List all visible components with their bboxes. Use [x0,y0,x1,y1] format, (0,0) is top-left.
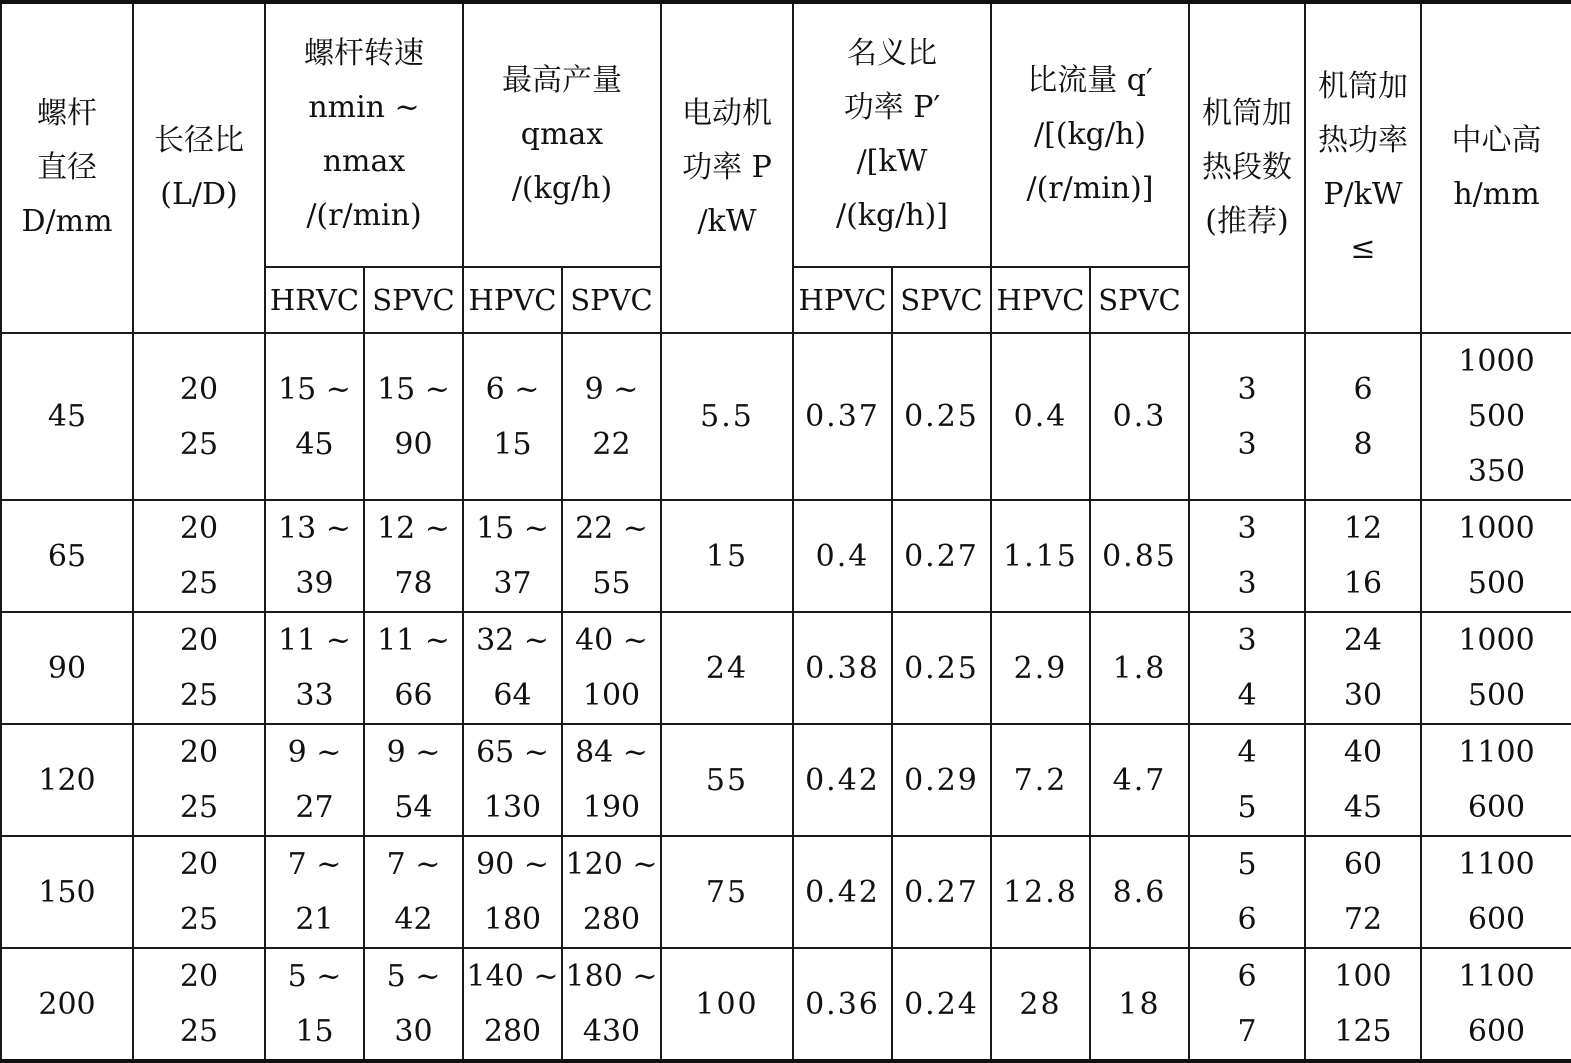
cell-speed-spvc [364,612,463,724]
cell-speed-spvc-line: 12 ~ [377,511,450,546]
cell-heating-zones-line: 5 [1237,847,1257,882]
cell-flow-hpvc: 28 [991,948,1090,1061]
table-row [1,836,1571,948]
cell-heating-power-line: 100 [1334,959,1392,994]
cell-heating-zones [1189,612,1305,724]
cell-heating-zones-line: 3 [1237,511,1257,546]
cell-ld-ratio-line: 20 [179,623,219,658]
cell-heating-power [1305,948,1421,1061]
cell-heating-zones-line: 3 [1237,426,1257,462]
table-row [1,333,1571,500]
cell-ld-ratio-line: 25 [179,902,219,937]
cell-speed-spvc-line: 66 [394,678,433,713]
cell-heating-power [1305,724,1421,836]
cell-speed-hrvc-line: 11 ~ [278,623,351,658]
cell-speed-hrvc-line: 5 ~ [287,959,342,994]
cell-speed-spvc [364,724,463,836]
cell-ld-ratio-line: 25 [179,1014,219,1049]
cell-power-spvc: 0.27 [892,836,991,948]
cell-speed-hrvc-line: 39 [295,566,334,601]
cell-ld-ratio-line: 25 [179,426,219,462]
cell-ld-ratio-line: 20 [179,735,219,770]
header-max-output: 最高产量 qmax /(kg/h) [463,2,661,267]
cell-output-spvc [562,948,661,1061]
cell-speed-spvc-line: 11 ~ [377,623,450,658]
cell-speed-hrvc [265,724,364,836]
cell-heating-zones-line: 7 [1237,1014,1257,1049]
cell-heating-power-line: 16 [1343,566,1383,601]
cell-center-height-line: 1000 [1458,511,1535,546]
cell-heating-power-line: 60 [1343,847,1383,882]
cell-speed-spvc-line: 78 [394,566,433,601]
cell-heating-power-line: 12 [1343,511,1383,546]
cell-center-height-line: 600 [1467,790,1526,825]
cell-center-height-line: 1100 [1458,959,1535,994]
cell-output-spvc-line: 22 [592,426,631,462]
cell-output-spvc [562,724,661,836]
cell-output-hpvc [463,500,562,612]
cell-output-spvc-line: 100 [582,678,641,713]
table-body [1,333,1571,1061]
cell-output-hpvc [463,948,562,1061]
cell-heating-power [1305,500,1421,612]
cell-speed-spvc [364,836,463,948]
cell-output-spvc [562,333,661,500]
cell-heating-zones-line: 4 [1237,678,1257,713]
cell-center-height [1421,612,1571,724]
cell-speed-spvc [364,333,463,500]
cell-flow-hpvc: 2.9 [991,612,1090,724]
cell-speed-hrvc [265,500,364,612]
cell-ld-ratio-line: 25 [179,790,219,825]
cell-flow-spvc: 1.8 [1090,612,1189,724]
cell-output-spvc [562,836,661,948]
cell-speed-hrvc-line: 15 ~ [278,371,351,407]
cell-center-height [1421,333,1571,500]
cell-motor-power: 5.5 [661,333,793,500]
cell-ld-ratio [133,333,265,500]
cell-center-height-line: 350 [1467,454,1526,489]
cell-speed-spvc-line: 42 [394,902,433,937]
cell-center-height-line: 600 [1467,902,1526,937]
cell-ld-ratio [133,500,265,612]
cell-center-height [1421,948,1571,1061]
cell-output-spvc-line: 120 ~ [565,847,658,882]
cell-speed-hrvc-line: 27 [295,790,334,825]
cell-motor-power: 24 [661,612,793,724]
subheader-output-hpvc: HPVC [463,267,562,333]
cell-center-height-line: 500 [1467,399,1526,434]
cell-heating-zones-line: 6 [1237,902,1257,937]
header-ld-ratio: 长径比 (L/D) [133,2,265,333]
cell-output-hpvc-line: 6 ~ [485,371,540,407]
cell-motor-power: 75 [661,836,793,948]
cell-speed-hrvc-line: 33 [295,678,334,713]
cell-speed-hrvc-line: 13 ~ [278,511,351,546]
cell-heating-zones-line: 4 [1237,735,1257,770]
cell-ld-ratio-line: 20 [179,847,219,882]
cell-output-spvc-line: 190 [582,790,641,825]
cell-heating-zones [1189,724,1305,836]
cell-power-hpvc: 0.38 [793,612,892,724]
table-row [1,948,1571,1061]
cell-ld-ratio-line: 20 [179,959,219,994]
cell-speed-spvc [364,500,463,612]
cell-flow-hpvc: 1.15 [991,500,1090,612]
cell-screw-diameter: 90 [1,612,133,724]
cell-speed-hrvc-line: 21 [295,902,334,937]
cell-heating-power [1305,612,1421,724]
cell-flow-hpvc: 7.2 [991,724,1090,836]
cell-power-spvc: 0.25 [892,333,991,500]
cell-output-spvc-line: 9 ~ [584,371,639,407]
cell-flow-spvc: 8.6 [1090,836,1189,948]
cell-speed-hrvc [265,333,364,500]
cell-heating-power [1305,836,1421,948]
cell-speed-spvc-line: 30 [394,1014,433,1049]
cell-speed-hrvc-line: 15 [295,1014,334,1049]
subheader-power-hpvc: HPVC [793,267,892,333]
subheader-output-spvc: SPVC [562,267,661,333]
cell-output-spvc-line: 55 [592,566,631,601]
cell-screw-diameter: 120 [1,724,133,836]
header-center-height: 中心高 h/mm [1421,2,1571,333]
cell-center-height [1421,836,1571,948]
cell-heating-zones-line: 3 [1237,566,1257,601]
cell-speed-spvc [364,948,463,1061]
cell-screw-diameter: 65 [1,500,133,612]
cell-motor-power: 15 [661,500,793,612]
cell-heating-power-line: 6 [1353,371,1373,407]
header-screw-speed: 螺杆转速 nmin ~ nmax /(r/min) [265,2,463,267]
cell-heating-zones-line: 3 [1237,371,1257,407]
cell-heating-zones [1189,948,1305,1061]
cell-flow-spvc: 4.7 [1090,724,1189,836]
cell-flow-spvc: 0.3 [1090,333,1189,500]
cell-ld-ratio-line: 20 [179,511,219,546]
cell-speed-spvc-line: 90 [394,426,433,462]
cell-center-height [1421,500,1571,612]
cell-flow-spvc: 0.85 [1090,500,1189,612]
cell-output-spvc-line: 180 ~ [565,959,658,994]
cell-speed-spvc-line: 7 ~ [386,847,441,882]
cell-heating-zones-line: 3 [1237,623,1257,658]
cell-output-hpvc [463,333,562,500]
cell-output-spvc [562,500,661,612]
cell-output-hpvc-line: 180 [483,902,542,937]
cell-center-height-line: 500 [1467,566,1526,601]
cell-center-height-line: 1100 [1458,847,1535,882]
cell-output-spvc-line: 430 [582,1014,641,1049]
cell-heating-zones [1189,500,1305,612]
cell-heating-zones-line: 6 [1237,959,1257,994]
cell-output-spvc-line: 40 ~ [575,623,648,658]
cell-output-hpvc [463,836,562,948]
cell-flow-hpvc: 12.8 [991,836,1090,948]
cell-speed-spvc-line: 15 ~ [377,371,450,407]
subheader-speed-spvc: SPVC [364,267,463,333]
cell-heating-zones [1189,333,1305,500]
cell-output-hpvc-line: 90 ~ [476,847,549,882]
cell-center-height-line: 1000 [1458,623,1535,658]
cell-output-spvc-line: 84 ~ [575,735,648,770]
cell-output-spvc-line: 22 ~ [575,511,648,546]
cell-ld-ratio [133,948,265,1061]
cell-ld-ratio-line: 25 [179,678,219,713]
cell-center-height-line: 1000 [1458,344,1535,379]
cell-screw-diameter: 200 [1,948,133,1061]
cell-flow-hpvc: 0.4 [991,333,1090,500]
cell-power-spvc: 0.27 [892,500,991,612]
cell-speed-hrvc [265,948,364,1061]
cell-output-hpvc-line: 15 [493,426,532,462]
header-screw-diameter: 螺杆 直径 D/mm [1,2,133,333]
subheader-power-spvc: SPVC [892,267,991,333]
header-motor-power: 电动机 功率 P /kW [661,2,793,333]
cell-ld-ratio [133,836,265,948]
cell-ld-ratio [133,612,265,724]
table-row [1,500,1571,612]
cell-power-hpvc: 0.42 [793,836,892,948]
cell-heating-power-line: 24 [1343,623,1383,658]
cell-ld-ratio [133,724,265,836]
cell-heating-power-line: 125 [1334,1014,1392,1049]
cell-output-hpvc-line: 280 [483,1014,542,1049]
cell-heating-power [1305,333,1421,500]
cell-power-spvc: 0.24 [892,948,991,1061]
cell-speed-hrvc-line: 7 ~ [287,847,342,882]
subheader-flow-spvc: SPVC [1090,267,1189,333]
cell-output-spvc-line: 280 [582,902,641,937]
cell-speed-spvc-line: 5 ~ [386,959,441,994]
cell-output-hpvc-line: 15 ~ [476,511,549,546]
table-row [1,612,1571,724]
cell-power-hpvc: 0.42 [793,724,892,836]
cell-motor-power: 55 [661,724,793,836]
cell-heating-power-line: 30 [1343,678,1383,713]
cell-heating-power-line: 40 [1343,735,1383,770]
cell-heating-power-line: 45 [1343,790,1383,825]
cell-output-hpvc [463,612,562,724]
cell-heating-zones [1189,836,1305,948]
cell-ld-ratio-line: 25 [179,566,219,601]
cell-speed-hrvc-line: 9 ~ [287,735,342,770]
cell-ld-ratio-line: 20 [179,371,219,407]
cell-power-spvc: 0.25 [892,612,991,724]
cell-power-hpvc: 0.36 [793,948,892,1061]
cell-speed-hrvc [265,836,364,948]
cell-power-hpvc: 0.37 [793,333,892,500]
cell-center-height-line: 600 [1467,1014,1526,1049]
header-specific-flow: 比流量 q′ /[(kg/h) /(r/min)] [991,2,1189,267]
cell-output-hpvc-line: 64 [493,678,532,713]
cell-heating-power-line: 72 [1343,902,1383,937]
cell-speed-hrvc-line: 45 [295,426,334,462]
cell-heating-zones-line: 5 [1237,790,1257,825]
table-row [1,724,1571,836]
cell-output-hpvc [463,724,562,836]
cell-heating-power-line: 8 [1353,426,1373,462]
cell-output-spvc [562,612,661,724]
header-specific-power: 名义比 功率 P′ /[kW /(kg/h)] [793,2,991,267]
cell-speed-spvc-line: 9 ~ [386,735,441,770]
cell-output-hpvc-line: 32 ~ [476,623,549,658]
cell-screw-diameter: 150 [1,836,133,948]
cell-speed-spvc-line: 54 [394,790,433,825]
subheader-flow-hpvc: HPVC [991,267,1090,333]
cell-output-hpvc-line: 37 [493,566,532,601]
cell-flow-spvc: 18 [1090,948,1189,1061]
subheader-speed-hrvc: HRVC [265,267,364,333]
cell-screw-diameter: 45 [1,333,133,500]
cell-center-height-line: 1100 [1458,735,1535,770]
cell-center-height-line: 500 [1467,678,1526,713]
cell-output-hpvc-line: 130 [483,790,542,825]
cell-output-hpvc-line: 140 ~ [466,959,559,994]
cell-output-hpvc-line: 65 ~ [476,735,549,770]
header-heating-zones: 机筒加 热段数 (推荐) [1189,2,1305,333]
cell-center-height [1421,724,1571,836]
cell-power-hpvc: 0.4 [793,500,892,612]
cell-power-spvc: 0.29 [892,724,991,836]
header-heating-power: 机筒加 热功率 P/kW ≤ [1305,2,1421,333]
cell-motor-power: 100 [661,948,793,1061]
cell-speed-hrvc [265,612,364,724]
